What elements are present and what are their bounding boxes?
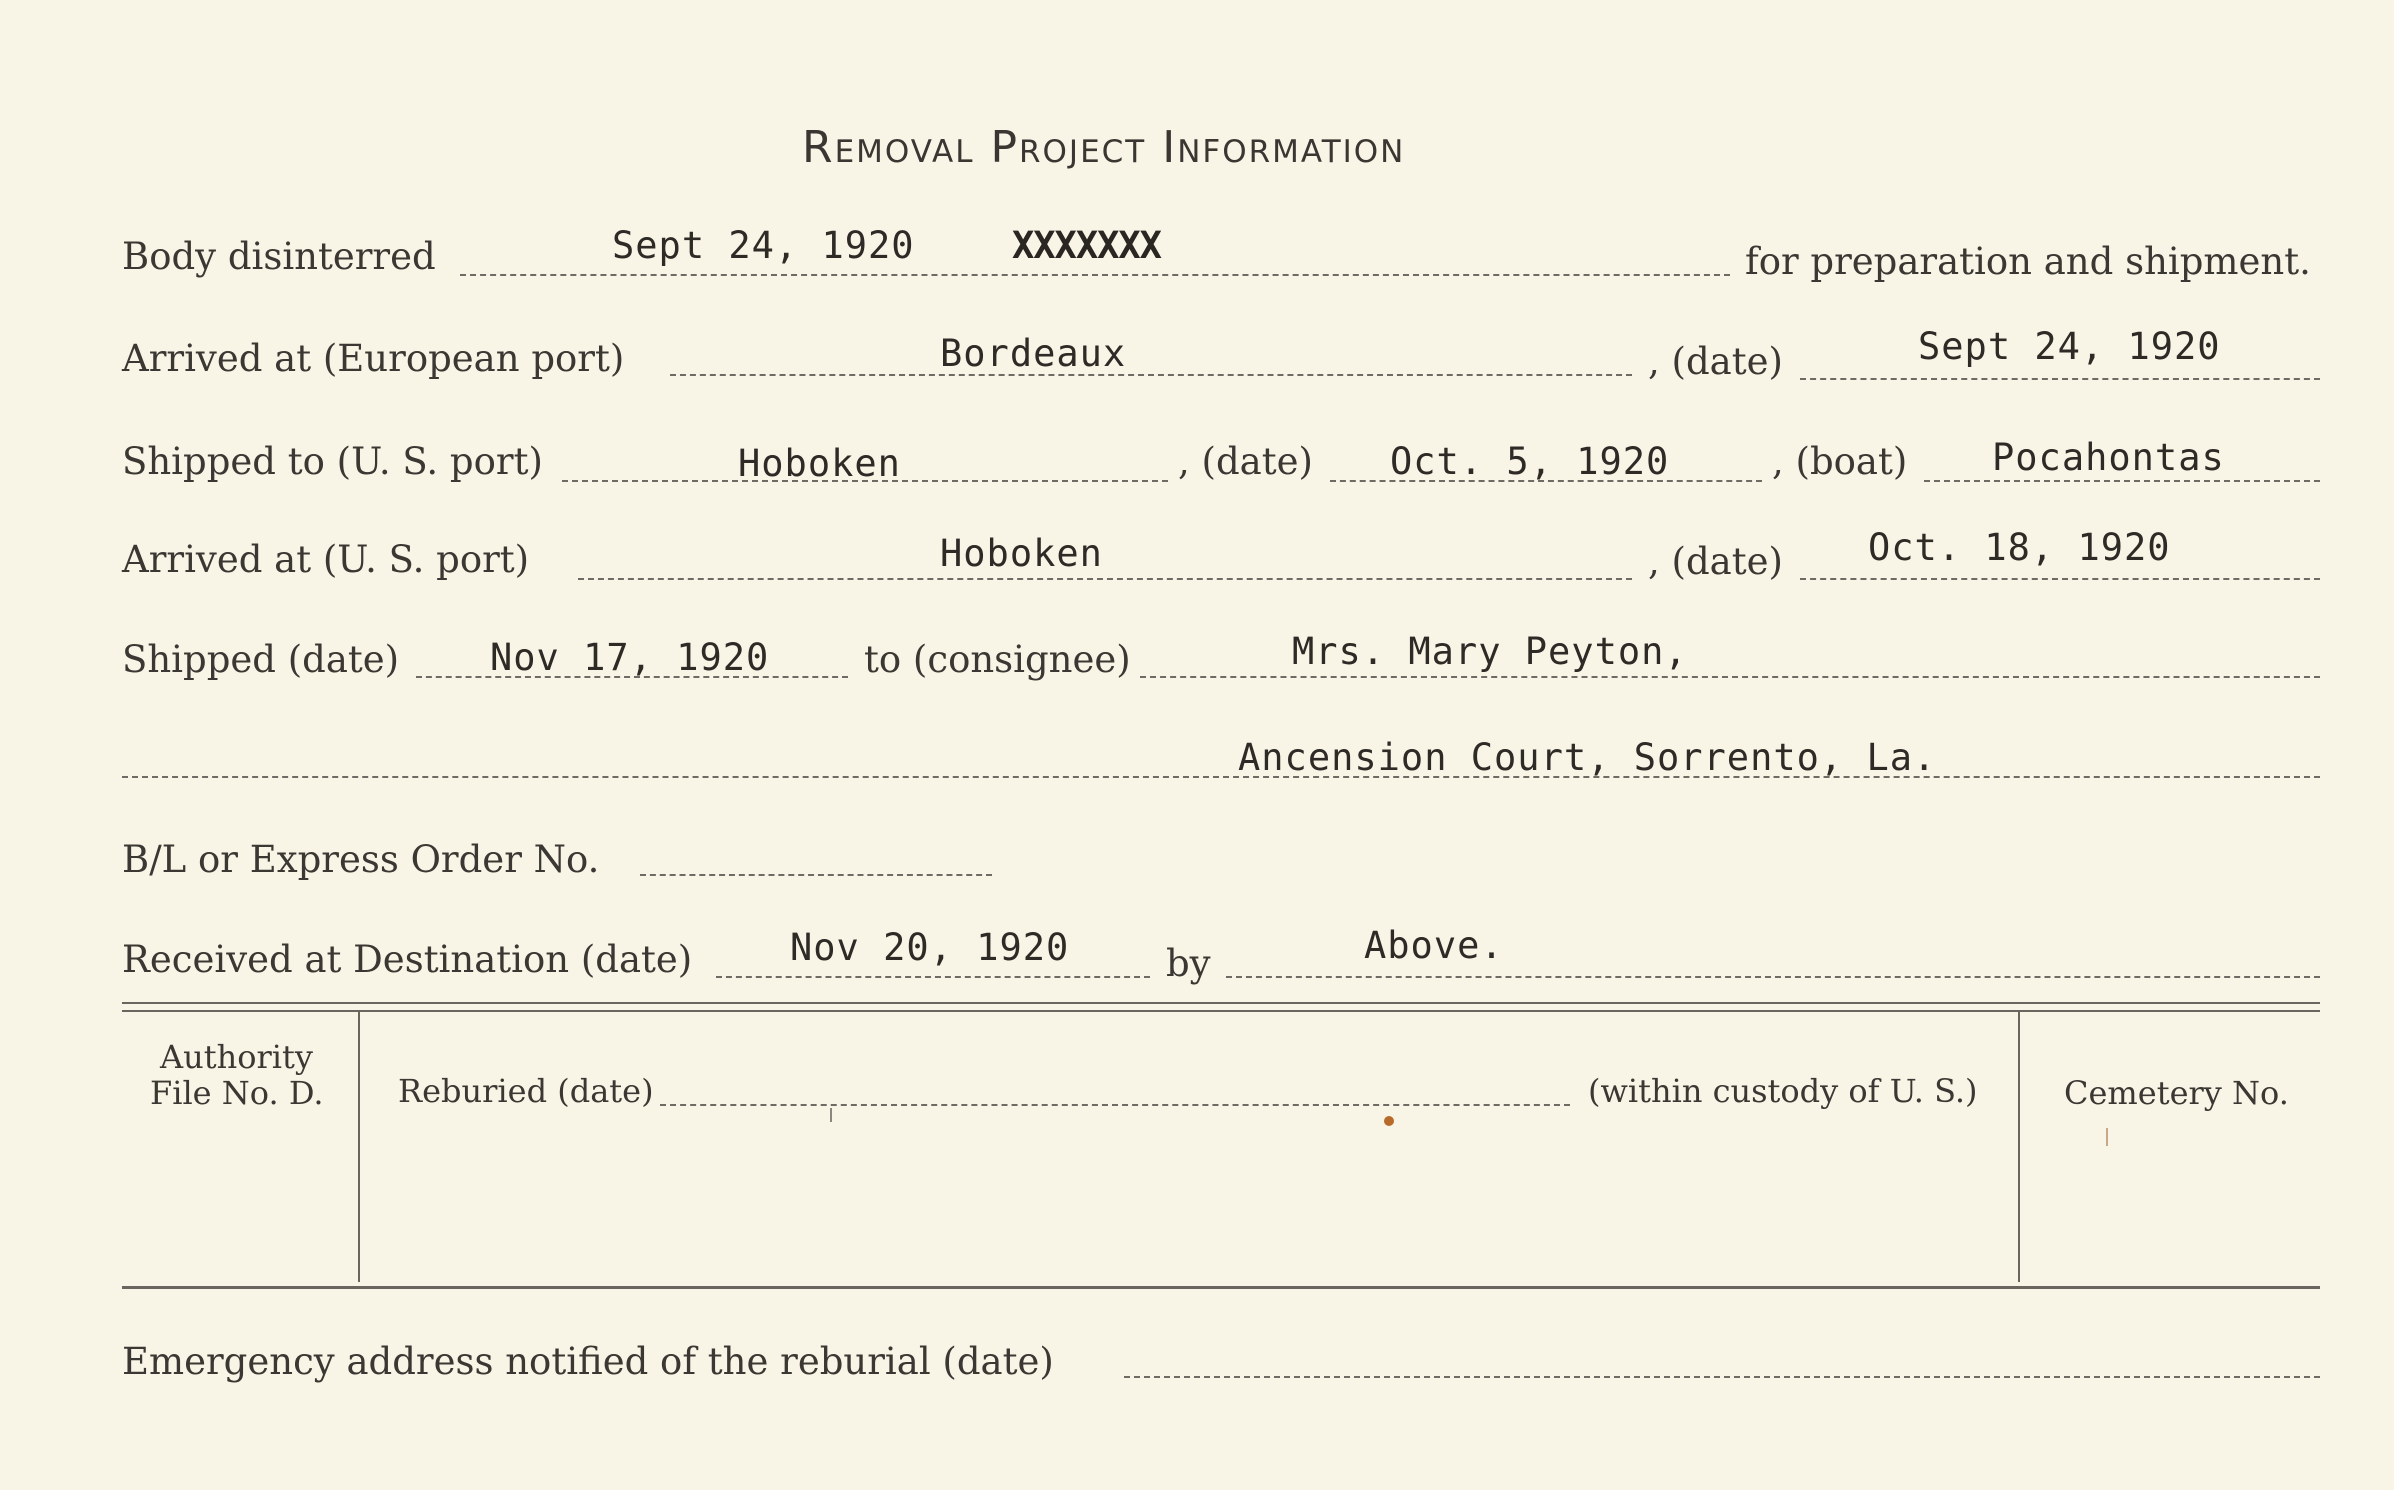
shipped-date-value: Nov 17, 1920 bbox=[490, 636, 770, 679]
european-port-value: Bordeaux bbox=[940, 332, 1127, 375]
disinterred-date-value: Sept 24, 1920 bbox=[612, 224, 915, 267]
boat-line bbox=[1924, 480, 2320, 482]
consignee-name-value: Mrs. Mary Peyton, bbox=[1292, 630, 1688, 673]
shipped-to-label: Shipped to (U. S. port) bbox=[122, 440, 543, 483]
table-divider-left bbox=[358, 1012, 360, 1282]
authority-label: Authority bbox=[160, 1038, 313, 1076]
stain-mark bbox=[1384, 1116, 1394, 1126]
boat-label-text: (boat) bbox=[1795, 440, 1908, 483]
arrived-european-label: Arrived at (European port) bbox=[122, 337, 625, 380]
european-date-line bbox=[1800, 378, 2320, 380]
for-preparation-label: for preparation and shipment. bbox=[1745, 240, 2311, 283]
emergency-line bbox=[1124, 1376, 2320, 1378]
date-label: (date) bbox=[1201, 440, 1313, 483]
table-bottom-rule bbox=[122, 1286, 2320, 1289]
by-label: by bbox=[1166, 942, 1211, 985]
shipped-date-us-value: Oct. 5, 1920 bbox=[1390, 440, 1670, 483]
page-title: Removal Project Information bbox=[802, 122, 1406, 173]
received-date-line bbox=[716, 976, 1150, 978]
date-label: (date) bbox=[1671, 540, 1783, 583]
emergency-label: Emergency address notified of the reburial (date) bbox=[122, 1340, 1054, 1383]
received-by-value: Above. bbox=[1364, 924, 1504, 967]
shipped-label: Shipped (date) bbox=[122, 638, 400, 681]
table-top-rule-2 bbox=[122, 1010, 2320, 1012]
pen-mark bbox=[830, 1108, 832, 1122]
arrived-us-line bbox=[578, 578, 1632, 580]
arrived-us-date-value: Oct. 18, 1920 bbox=[1868, 526, 2171, 569]
received-date-value: Nov 20, 1920 bbox=[790, 926, 1070, 969]
arrived-us-label: Arrived at (U. S. port) bbox=[122, 538, 530, 581]
body-disinterred-label: Body disinterred bbox=[122, 235, 436, 278]
european-date-label: , (date) bbox=[1648, 340, 1783, 383]
european-date-value: Sept 24, 1920 bbox=[1918, 325, 2221, 368]
boat-label: , (boat) bbox=[1772, 440, 1908, 483]
bl-express-label: B/L or Express Order No. bbox=[122, 838, 600, 881]
cemetery-no-label: Cemetery No. bbox=[2064, 1074, 2289, 1112]
consignee-address-value: Ancension Court, Sorrento, La. bbox=[1238, 736, 1937, 779]
shipped-to-port-value: Hoboken bbox=[738, 442, 901, 485]
date-label: (date) bbox=[1671, 340, 1783, 383]
arrived-us-port-value: Hoboken bbox=[940, 532, 1103, 575]
table-top-rule bbox=[122, 1002, 2320, 1004]
bl-express-line bbox=[640, 874, 992, 876]
reburied-line bbox=[660, 1104, 1570, 1106]
reburied-label: Reburied (date) bbox=[398, 1072, 654, 1110]
table-divider-right bbox=[2018, 1012, 2020, 1282]
arrived-us-date-label: , (date) bbox=[1648, 540, 1783, 583]
address-line bbox=[122, 776, 2320, 778]
disinterred-struck-value: XXXXXXX bbox=[1012, 224, 1161, 267]
pen-mark-2 bbox=[2106, 1128, 2108, 1146]
boat-value: Pocahontas bbox=[1992, 436, 2225, 479]
received-dest-label: Received at Destination (date) bbox=[122, 938, 693, 981]
shipped-date-label: , (date) bbox=[1178, 440, 1313, 483]
within-custody-label: (within custody of U. S.) bbox=[1588, 1072, 1978, 1110]
arrived-us-date-line bbox=[1800, 578, 2320, 580]
file-no-label: File No. D. bbox=[150, 1074, 324, 1112]
consignee-line bbox=[1140, 676, 2320, 678]
consignee-label: to (consignee) bbox=[864, 638, 1131, 681]
body-disinterred-line bbox=[460, 274, 1730, 276]
received-by-line bbox=[1226, 976, 2320, 978]
european-port-line bbox=[670, 374, 1632, 376]
